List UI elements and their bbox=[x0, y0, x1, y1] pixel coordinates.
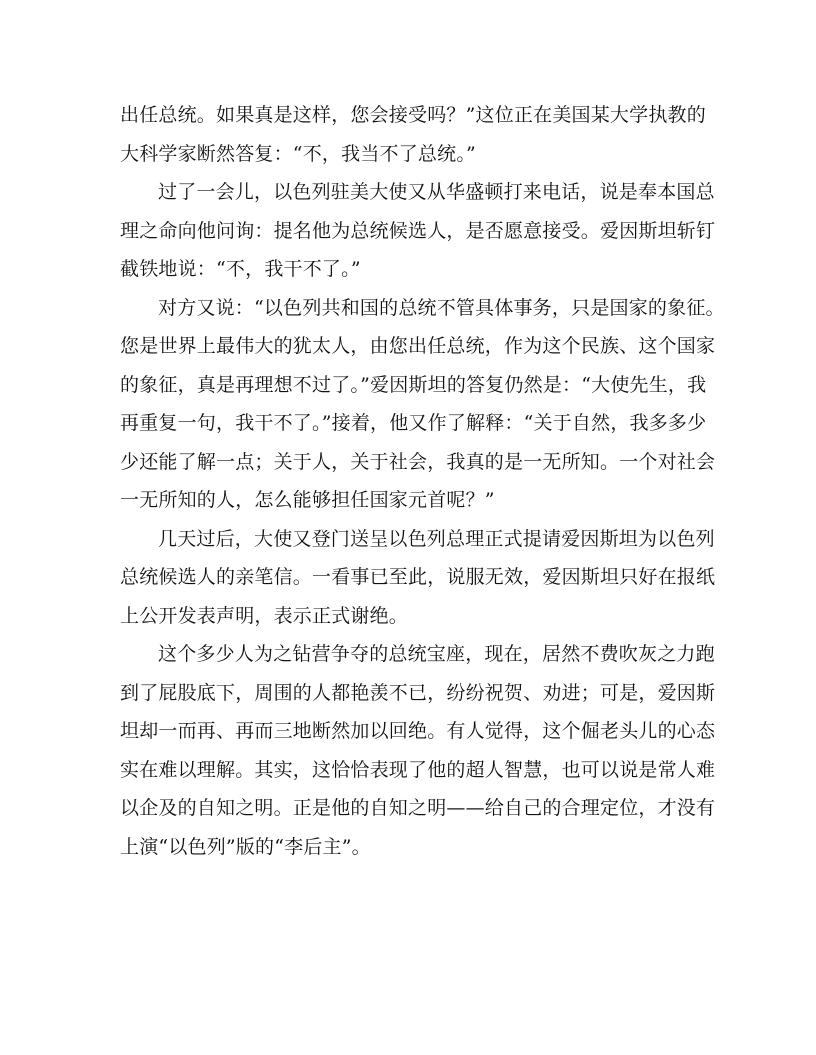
text-line: 再重复一句，我干不了。”接着，他又作了解释：“关于自然，我多多少 bbox=[120, 412, 707, 434]
text-line: 您是世界上最伟大的犹太人，由您出任总统，作为这个民族、这个国家 bbox=[120, 335, 716, 357]
text-line: 实在难以理解。其实，这恰恰表现了他的超人智慧，也可以说是常人难 bbox=[120, 758, 716, 781]
text-line: 总统候选人的亲笔信。一看事已至此，说服无效，爱因斯坦只好在报纸 bbox=[120, 566, 716, 588]
text-line: 少还能了解一点；关于人，关于社会，我真的是一无所知。一个对社会 bbox=[120, 450, 716, 473]
text-line: 一无所知的人，怎么能够担任国家元首呢？” bbox=[120, 489, 495, 511]
text-line: 以企及的自知之明。正是他的自知之明——给自己的合理定位，才没有 bbox=[120, 797, 716, 819]
text-line: 对方又说：“以色列共和国的总统不管具体事务，只是国家的象征。 bbox=[158, 296, 725, 319]
paragraph-5 bbox=[120, 635, 716, 866]
text-line: 的象征，真是再理想不过了。”爱因斯坦的答复仍然是：“大使先生，我 bbox=[120, 373, 707, 396]
text-line: 过了一会儿，以色列驻美大使又从华盛顿打来电话，说是奉本国总 bbox=[158, 181, 715, 203]
text-line: 这个多少人为之钻营争夺的总统宝座，现在，居然不费吹灰之力跑 bbox=[158, 643, 715, 665]
paragraph-1 bbox=[120, 96, 706, 173]
text-line: 大科学家断然答复：“不，我当不了总统。” bbox=[120, 142, 476, 165]
text-line: 几天过后，大使又登门送呈以色列总理正式提请爱因斯坦为以色列 bbox=[158, 527, 715, 550]
paragraph-3 bbox=[120, 289, 725, 520]
paragraph-2 bbox=[120, 173, 716, 289]
text-line: 到了屁股底下，周围的人都艳羡不已，纷纷祝贺、劝进；可是，爱因斯 bbox=[120, 681, 716, 704]
text-line: 理之命向他问询：提名他为总统候选人，是否愿意接受。爱因斯坦斩钉 bbox=[120, 219, 716, 242]
text-line: 出任总统。如果真是这样，您会接受吗？”这位正在美国某大学执教的 bbox=[120, 104, 706, 126]
document-body bbox=[120, 96, 725, 866]
text-line: 坦却一而再、再而三地断然加以回绝。有人觉得，这个倔老头儿的心态 bbox=[120, 720, 716, 742]
paragraph-4 bbox=[120, 520, 716, 636]
text-line: 上公开发表声明，表示正式谢绝。 bbox=[120, 604, 409, 627]
text-line: 上演“以色列”版的“李后主”。 bbox=[120, 835, 371, 858]
text-line: 截铁地说：“不，我干不了。” bbox=[120, 258, 361, 280]
